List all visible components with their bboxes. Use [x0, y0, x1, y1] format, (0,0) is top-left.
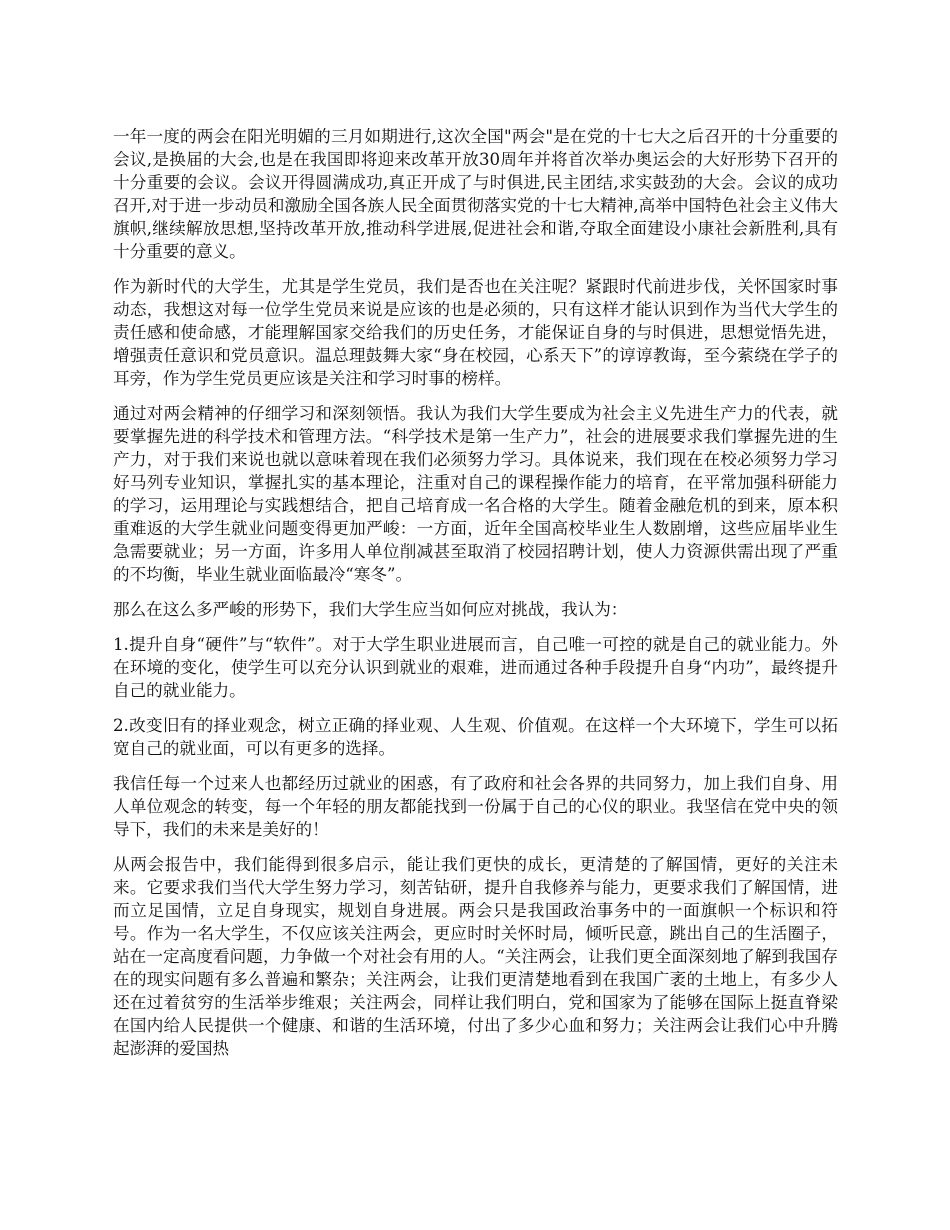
paragraph-challenge-question: 那么在这么多严峻的形势下，我们大学生应当如何应对挑战，我认为： [113, 600, 628, 619]
paragraph-conclusion: 从两会报告中，我们能得到很多启示，能让我们更快的成长，更清楚的了解国情，更好的关注未来。它要求我们当代大学生努力学习，刻苦钻研，提升自我修养与能力，更要求我们了解国情，进而立足国情，立足自身现实，规划自身进展。两会只是我国政治事务中的一面旗帜一个标识和符号。作为一名大学生，不仅应该关注两会，更应时时关怀时局，倾听民意，跳出自己的生活圈子，站在一定高度看问题，力争做一个对社会有用的人。“关注两会，让我们更全面深刻地了解到我国存在的现实问题有多么普遍和繁杂；关注两会，让我们更清楚地看到在我国广袤的土地上，有多少人还在过着贫穷的生活举步维艰；关注两会，同样让我们明白，党和国家为了能够在国际上挺直脊梁在国内给人民提供一个健康、和谐的生活环境，付出了多少心血和努力；关注两会让我们心中升腾起澎湃的爱国热 [113, 855, 838, 1058]
document-body [113, 125, 838, 1072]
paragraph-belief: 我信任每一个过来人也都经历过就业的困惑，有了政府和社会各界的共同努力，加上我们自身、用人单位观念的转变，每一个年轻的朋友都能找到一份属于自己的心仪的职业。我坚信在党中央的领导下，我们的未来是美好的！ [113, 774, 838, 839]
paragraph-point-2: 2.改变旧有的择业观念，树立正确的择业观、人生观、价值观。在这样一个大环境下，学生可以拓宽自己的就业面，可以有更多的选择。 [113, 716, 838, 758]
paragraph-student-role: 作为新时代的大学生，尤其是学生党员，我们是否也在关注呢？紧跟时代前进步伐，关怀国家时事动态，我想这对每一位学生党员来说是应该的也是必须的，只有这样才能认识到作为当代大学生的责任感和使命感，才能理解国家交给我们的历史任务，才能保证自身的与时俱进，思想觉悟先进，增强责任意识和党员意识。温总理鼓舞大家“身在校园，心系天下”的谆谆教诲，至今萦绕在学子的耳旁，作为学生党员更应该是关注和学习时事的榜样。 [113, 277, 838, 388]
paragraph-point-1: 1.提升自身“硬件”与“软件”。对于大学生职业进展而言，自己唯一可控的就是自己的就业能力。外在环境的变化，使学生可以充分认识到就业的艰难，进而通过各种手段提升自身“内功”，最终提升自己的就业能力。 [113, 635, 838, 700]
paragraph-study-spirit: 通过对两会精神的仔细学习和深刻领悟。我认为我们大学生要成为社会主义先进生产力的代表，就要掌握先进的科学技术和管理方法。“科学技术是第一生产力”，社会的进展要求我们掌握先进的生产力，对于我们来说也就以意味着现在我们必须努力学习。具体说来，我们现在在校必须努力学习好马列专业知识，掌握扎实的基本理论，注重对自己的课程操作能力的培育，在平常加强科研能力的学习，运用理论与实践想结合，把自己培育成一名合格的大学生。随着金融危机的到来，原本积重难返的大学生就业问题变得更加严峻：一方面，近年全国高校毕业生人数剧增，这些应届毕业生急需要就业；另一方面，许多用人单位削减甚至取消了校园招聘计划，使人力资源供需出现了严重的不均衡，毕业生就业面临最冷“寒冬”。 [113, 404, 838, 584]
paragraph-intro: 一年一度的两会在阳光明媚的三月如期进行,这次全国"两会"是在党的十七大之后召开的十分重要的会议,是换届的大会,也是在我国即将迎来改革开放30周年并将首次举办奥运会的大好形势下召开的十分重要的会议。会议开得圆满成功,真正开成了与时俱进,民主团结,求实鼓劲的大会。会议的成功召开,对于进一步动员和激励全国各族人民全面贯彻落实党的十七大精神,高举中国特色社会主义伟大旗帜,继续解放思想,坚持改革开放,推动科学进展,促进社会和谐,夺取全面建设小康社会新胜利,具有十分重要的意义。 [113, 127, 838, 261]
